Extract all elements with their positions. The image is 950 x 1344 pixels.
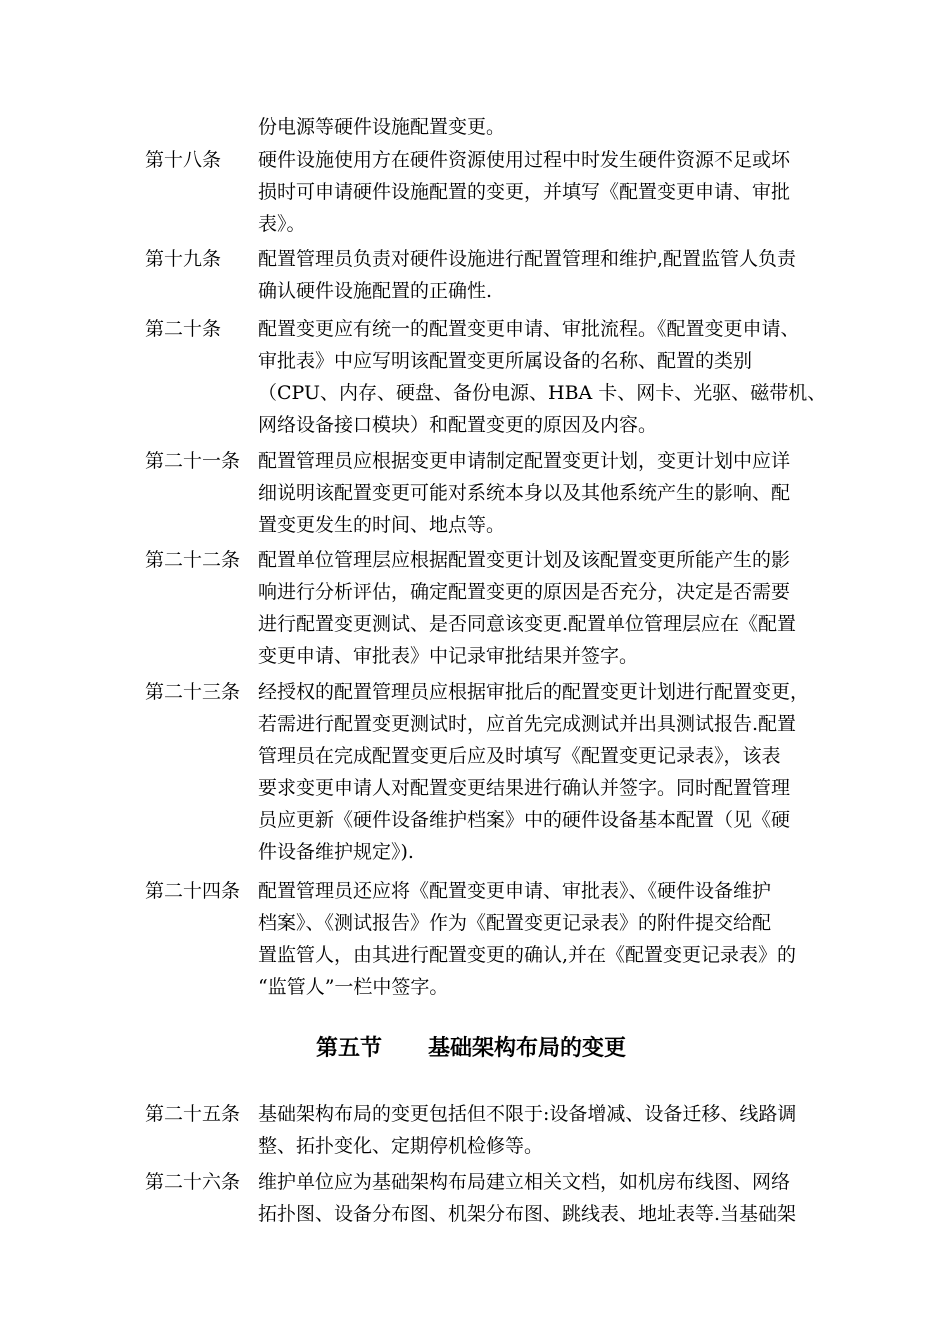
text-line: 档案》、《测试报告》作为《配置变更记录表》的附件提交给配 bbox=[258, 912, 772, 934]
section-title: 基础架构布局的变更 bbox=[428, 1036, 627, 1061]
text-line: 硬件设施使用方在硬件资源使用过程中时发生硬件资源不足或坏 bbox=[258, 149, 791, 171]
text-line: 配置管理员还应将《配置变更申请、审批表》、《硬件设备维护 bbox=[258, 880, 772, 902]
text-line: 确认硬件设施配置的正确性. bbox=[258, 280, 493, 302]
text-line: 要求变更申请人对配置变更结果进行确认并签字。同时配置管理 bbox=[258, 777, 791, 799]
text-line: 若需进行配置变更测试时，应首先完成测试并出具测试报告.配置 bbox=[258, 713, 797, 735]
text-line: 网络设备接口模块）和配置变更的原因及内容。 bbox=[258, 414, 658, 436]
text-line: 员应更新《硬件设备维护档案》中的硬件设备基本配置（见《硬 bbox=[258, 809, 791, 831]
text-line: 整、拓扑变化、定期停机检修等。 bbox=[258, 1135, 544, 1157]
text-line: 维护单位应为基础架构布局建立相关文档，如机房布线图、网络 bbox=[258, 1171, 791, 1193]
article-label: 第二十一条 bbox=[145, 450, 241, 472]
text-line: 配置变更应有统一的配置变更申请、审批流程。《配置变更申请、 bbox=[258, 318, 800, 340]
text-line: 管理员在完成配置变更后应及时填写《配置变更记录表》，该表 bbox=[258, 745, 781, 767]
article-label: 第十九条 bbox=[145, 248, 222, 270]
text-line: 件设备维护规定》). bbox=[258, 841, 414, 863]
text-line: “监管人”一栏中签字。 bbox=[258, 976, 449, 998]
text-line: 进行配置变更测试、是否同意该变更.配置单位管理层应在《配置 bbox=[258, 613, 797, 635]
section-number: 第五节 bbox=[316, 1036, 383, 1061]
article-label: 第二十二条 bbox=[145, 549, 241, 571]
text-line: 配置管理员负责对硬件设施进行配置管理和维护,配置监管人负责 bbox=[258, 248, 797, 270]
article-label: 第二十六条 bbox=[145, 1171, 241, 1193]
text-line: 配置管理员应根据变更申请制定配置变更计划，变更计划中应详 bbox=[258, 450, 791, 472]
text-line: 变更申请、审批表》中记录审批结果并签字。 bbox=[258, 645, 639, 667]
article-label: 第二十条 bbox=[145, 318, 222, 340]
text-line: 置变更发生的时间、地点等。 bbox=[258, 514, 506, 536]
text-line: 审批表》中应写明该配置变更所属设备的名称、配置的类别 bbox=[258, 350, 753, 372]
text-line: 损时可申请硬件设施配置的变更，并填写《配置变更申请、审批 bbox=[258, 181, 791, 203]
text-line: 置监管人，由其进行配置变更的确认,并在《配置变更记录表》的 bbox=[258, 944, 797, 966]
text-line: 拓扑图、设备分布图、机架分布图、跳线表、地址表等.当基础架 bbox=[258, 1203, 797, 1225]
text-line: （CPU、内存、硬盘、备份电源、HBA 卡、网卡、光驱、磁带机、 bbox=[258, 382, 827, 404]
text-line: 份电源等硬件设施配置变更。 bbox=[258, 116, 506, 138]
text-line: 经授权的配置管理员应根据审批后的配置变更计划进行配置变更， bbox=[258, 681, 810, 703]
section-heading bbox=[316, 1036, 626, 1062]
text-line: 基础架构布局的变更包括但不限于:设备增减、设备迁移、线路调 bbox=[258, 1103, 797, 1125]
article-label: 第二十五条 bbox=[145, 1103, 241, 1125]
article-label: 第二十三条 bbox=[145, 681, 241, 703]
text-line: 细说明该配置变更可能对系统本身以及其他系统产生的影响、配 bbox=[258, 482, 791, 504]
article-label: 第十八条 bbox=[145, 149, 222, 171]
text-line: 响进行分析评估，确定配置变更的原因是否充分，决定是否需要 bbox=[258, 581, 791, 603]
text-line: 表》。 bbox=[258, 213, 306, 235]
text-line: 配置单位管理层应根据配置变更计划及该配置变更所能产生的影 bbox=[258, 549, 791, 571]
article-label: 第二十四条 bbox=[145, 880, 241, 902]
